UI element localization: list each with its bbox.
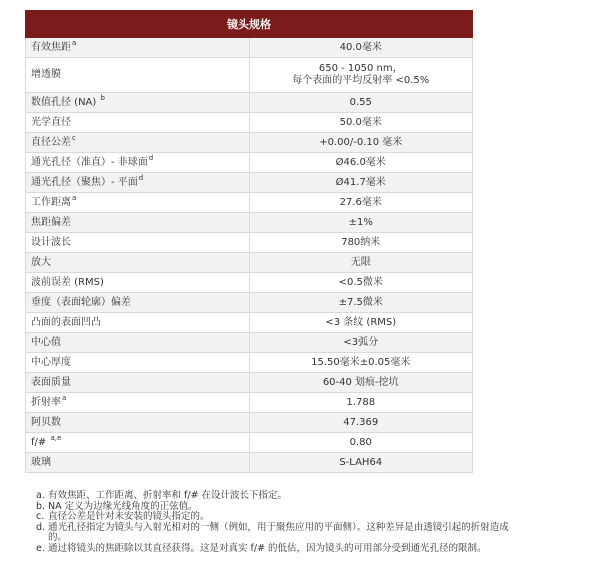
footnote-marker: b (100, 94, 105, 103)
spec-label-text: 波前误差 (RMS) (31, 276, 104, 288)
spec-value (249, 273, 473, 293)
footnote-marker: a,e (50, 434, 62, 443)
spec-value-text: 650 - 1050 nm， (318, 63, 403, 74)
spec-value-text: 60-40 划痕-挖坑 (322, 376, 399, 388)
table-row (26, 273, 473, 293)
footnote-letter: d. (36, 521, 46, 533)
spec-value (249, 373, 473, 393)
footnote-letter: a. (36, 490, 45, 501)
spec-value-text: ±7.5微米 (338, 296, 383, 308)
spec-value (249, 253, 473, 273)
spec-label-text: 数值孔径 (NA) (31, 96, 100, 108)
table-row (26, 313, 473, 333)
spec-value-text: 1.788 (346, 396, 376, 408)
spec-value (249, 293, 473, 313)
spec-value-text: 0.55 (349, 96, 372, 108)
footnote-letter: e. (36, 542, 45, 554)
spec-label-text: 光学直径 (31, 116, 71, 128)
table-row (26, 233, 473, 253)
spec-value-text: 27.6毫米 (339, 196, 382, 208)
footnote-marker: a (72, 194, 77, 203)
spec-value-text: <3 条纹 (RMS) (325, 316, 397, 328)
spec-value-text: S-LAH64 (339, 456, 383, 468)
lens-spec-table (25, 10, 473, 473)
table-row (26, 333, 473, 353)
lens-spec-container (25, 10, 473, 473)
spec-label-text: 中心值 (31, 336, 61, 348)
footnote-letter: c. (36, 511, 45, 522)
table-row (26, 58, 473, 93)
table-title: 镜头规格 (26, 11, 473, 38)
spec-label-text: 阿贝数 (31, 416, 61, 428)
spec-value (249, 93, 473, 113)
table-row (26, 293, 473, 313)
spec-label (26, 353, 250, 373)
spec-value (249, 113, 473, 133)
spec-label (26, 393, 250, 413)
spec-value (249, 433, 473, 453)
spec-value-text: 15.50毫米±0.05毫米 (311, 356, 411, 368)
footnote-marker: a (62, 394, 67, 403)
spec-label-text: 表面质量 (31, 376, 71, 388)
spec-value-text: 47.369 (343, 416, 379, 428)
table-row (26, 453, 473, 473)
footnote-marker: c (72, 134, 76, 143)
spec-label (26, 93, 250, 113)
spec-label-text: 垂度（表面轮廓）偏差 (31, 296, 131, 308)
table-row (26, 213, 473, 233)
spec-label-text: 通光孔径（聚焦）- 平面 (31, 176, 138, 188)
spec-label-text: 放大 (31, 256, 51, 268)
table-row (26, 38, 473, 58)
spec-value-text: Ø41.7毫米 (335, 176, 386, 188)
spec-label-text: 设计波长 (31, 236, 71, 248)
spec-value (249, 133, 473, 153)
spec-value-text: 0.80 (349, 436, 372, 448)
footnote-text: 的。 (48, 532, 68, 543)
table-row (26, 253, 473, 273)
footnote-text: 有效焦距、工作距离、折射率和 f/# 在设计波长下指定。 (48, 490, 288, 501)
table-row (26, 173, 473, 193)
spec-label-text: 工作距离 (31, 196, 71, 208)
footnote-marker: d (138, 174, 144, 183)
spec-value-text: 40.0毫米 (339, 41, 382, 53)
spec-label-text: 增透膜 (31, 69, 61, 80)
spec-label (26, 433, 250, 453)
spec-label (26, 373, 250, 393)
spec-value (249, 413, 473, 433)
footnote-item (36, 544, 596, 555)
footnotes (36, 491, 596, 554)
spec-label (26, 58, 250, 93)
spec-value-text: 780纳米 (341, 236, 381, 248)
footnote-text: NA 定义为边缘光线角度的正弦值。 (48, 500, 198, 512)
spec-label (26, 453, 250, 473)
spec-label (26, 113, 250, 133)
spec-label (26, 153, 250, 173)
spec-value (249, 333, 473, 353)
spec-label-text: 焦距偏差 (31, 216, 71, 228)
footnote-item (36, 523, 596, 534)
spec-value (249, 58, 473, 93)
spec-label (26, 273, 250, 293)
spec-label (26, 293, 250, 313)
spec-value-text: 无限 (350, 256, 371, 268)
spec-label-text: 凸面的表面凹凸 (31, 316, 101, 328)
spec-value (249, 453, 473, 473)
spec-label-text: 折射率 (31, 396, 61, 408)
footnote-text: 通光孔径指定为镜头与入射光相对的一侧（例如，用于聚焦应用的平面侧）。这种差异是由透镜引起的折射造成 (48, 521, 509, 533)
spec-value-text-line2: 每个表面的平均反射率 <0.5% (292, 75, 430, 86)
spec-label (26, 253, 250, 273)
spec-value (249, 233, 473, 253)
spec-value (249, 193, 473, 213)
spec-value (249, 153, 473, 173)
table-row (26, 93, 473, 113)
spec-label (26, 133, 250, 153)
spec-value (249, 353, 473, 373)
spec-label-text: 玻璃 (31, 456, 51, 468)
table-row (26, 113, 473, 133)
table-row (26, 353, 473, 373)
spec-table-body (26, 38, 473, 473)
footnote-marker: d (148, 154, 154, 163)
table-row (26, 393, 473, 413)
spec-value-text: ±1% (348, 216, 373, 228)
footnote-marker: a (72, 39, 77, 48)
spec-label (26, 193, 250, 213)
footnote-text: 通过将镜头的焦距除以其直径获得。这是对真实 f/# 的低估，因为镜头的可用部分受到通光孔径的限制。 (48, 542, 487, 554)
spec-value (249, 173, 473, 193)
footnote-text: 直径公差是针对未安装的镜头指定的。 (48, 511, 210, 522)
spec-label-text: 通光孔径（准直）- 非球面 (31, 156, 148, 168)
spec-value (249, 38, 473, 58)
spec-label-text: 直径公差 (31, 136, 71, 148)
table-row (26, 153, 473, 173)
spec-value-text: +0.00/-0.10 毫米 (319, 136, 403, 148)
spec-label (26, 233, 250, 253)
table-row (26, 373, 473, 393)
spec-label (26, 333, 250, 353)
spec-label-text: 有效焦距 (31, 41, 71, 53)
spec-value-text: <0.5微米 (338, 276, 383, 288)
spec-value (249, 213, 473, 233)
spec-label-text: f/# (31, 436, 50, 448)
spec-value-text: Ø46.0毫米 (335, 156, 386, 168)
spec-label (26, 413, 250, 433)
table-row (26, 133, 473, 153)
spec-value (249, 393, 473, 413)
spec-value-text: <3弧分 (343, 336, 379, 348)
spec-label (26, 38, 250, 58)
spec-value (249, 313, 473, 333)
spec-label-text: 中心厚度 (31, 356, 71, 368)
table-row (26, 193, 473, 213)
table-row (26, 413, 473, 433)
spec-label (26, 173, 250, 193)
spec-label (26, 213, 250, 233)
table-row (26, 433, 473, 453)
spec-value-text: 50.0毫米 (339, 116, 382, 128)
spec-label (26, 313, 250, 333)
footnote-letter: b. (36, 500, 46, 512)
